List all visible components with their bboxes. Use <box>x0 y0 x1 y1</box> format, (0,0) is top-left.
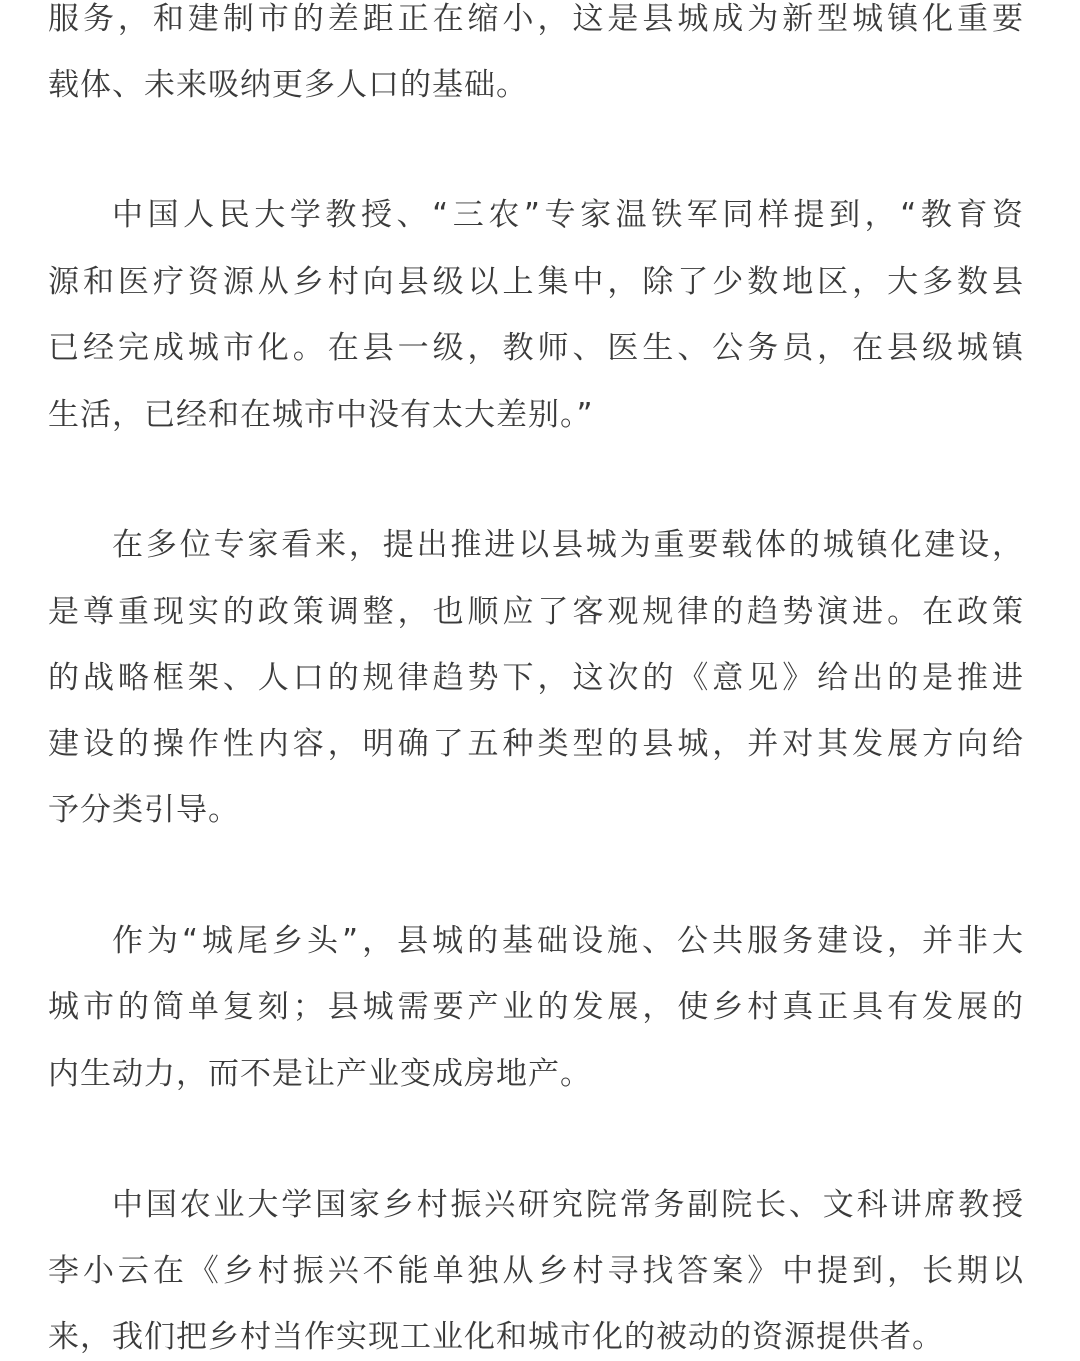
text-line: 建设的操作性内容，明确了五种类型的县城，并对其发展方向给 <box>48 726 1024 762</box>
text-line: 来，我们把乡村当作实现工业化和城市化的被动的资源提供者。 <box>48 1319 944 1355</box>
text-line: 是尊重现实的政策调整，也顺应了客观规律的趋势演进。在政策 <box>48 594 1024 630</box>
text-line: 城市的简单复刻；县城需要产业的发展，使乡村真正具有发展的 <box>48 989 1024 1025</box>
text-line: 内生动力，而不是让产业变成房地产。 <box>48 1056 592 1092</box>
text-line: 服务，和建制市的差距正在缩小，这是县城成为新型城镇化重要 <box>48 1 1024 37</box>
text-line: 源和医疗资源从乡村向县级以上集中，除了少数地区，大多数县 <box>48 264 1024 300</box>
text-line: 作为“城尾乡头”，县城的基础设施、公共服务建设，并非大 <box>112 923 1024 959</box>
text-line: 已经完成城市化。在县一级，教师、医生、公务员，在县级城镇 <box>48 330 1024 366</box>
text-line: 的战略框架、人口的规律趋势下，这次的《意见》给出的是推进 <box>48 660 1024 696</box>
text-line: 在多位专家看来，提出推进以县城为重要载体的城镇化建设， <box>112 527 1024 563</box>
text-line: 中国农业大学国家乡村振兴研究院常务副院长、文科讲席教授 <box>112 1187 1024 1223</box>
text-line: 生活，已经和在城市中没有太大差别。” <box>48 397 594 433</box>
text-line: 中国人民大学教授、“三农”专家温铁军同样提到，“教育资 <box>112 197 1024 233</box>
text-line: 李小云在《乡村振兴不能单独从乡村寻找答案》中提到，长期以 <box>48 1253 1024 1289</box>
text-line: 载体、未来吸纳更多人口的基础。 <box>48 67 528 103</box>
text-line: 予分类引导。 <box>48 792 240 828</box>
